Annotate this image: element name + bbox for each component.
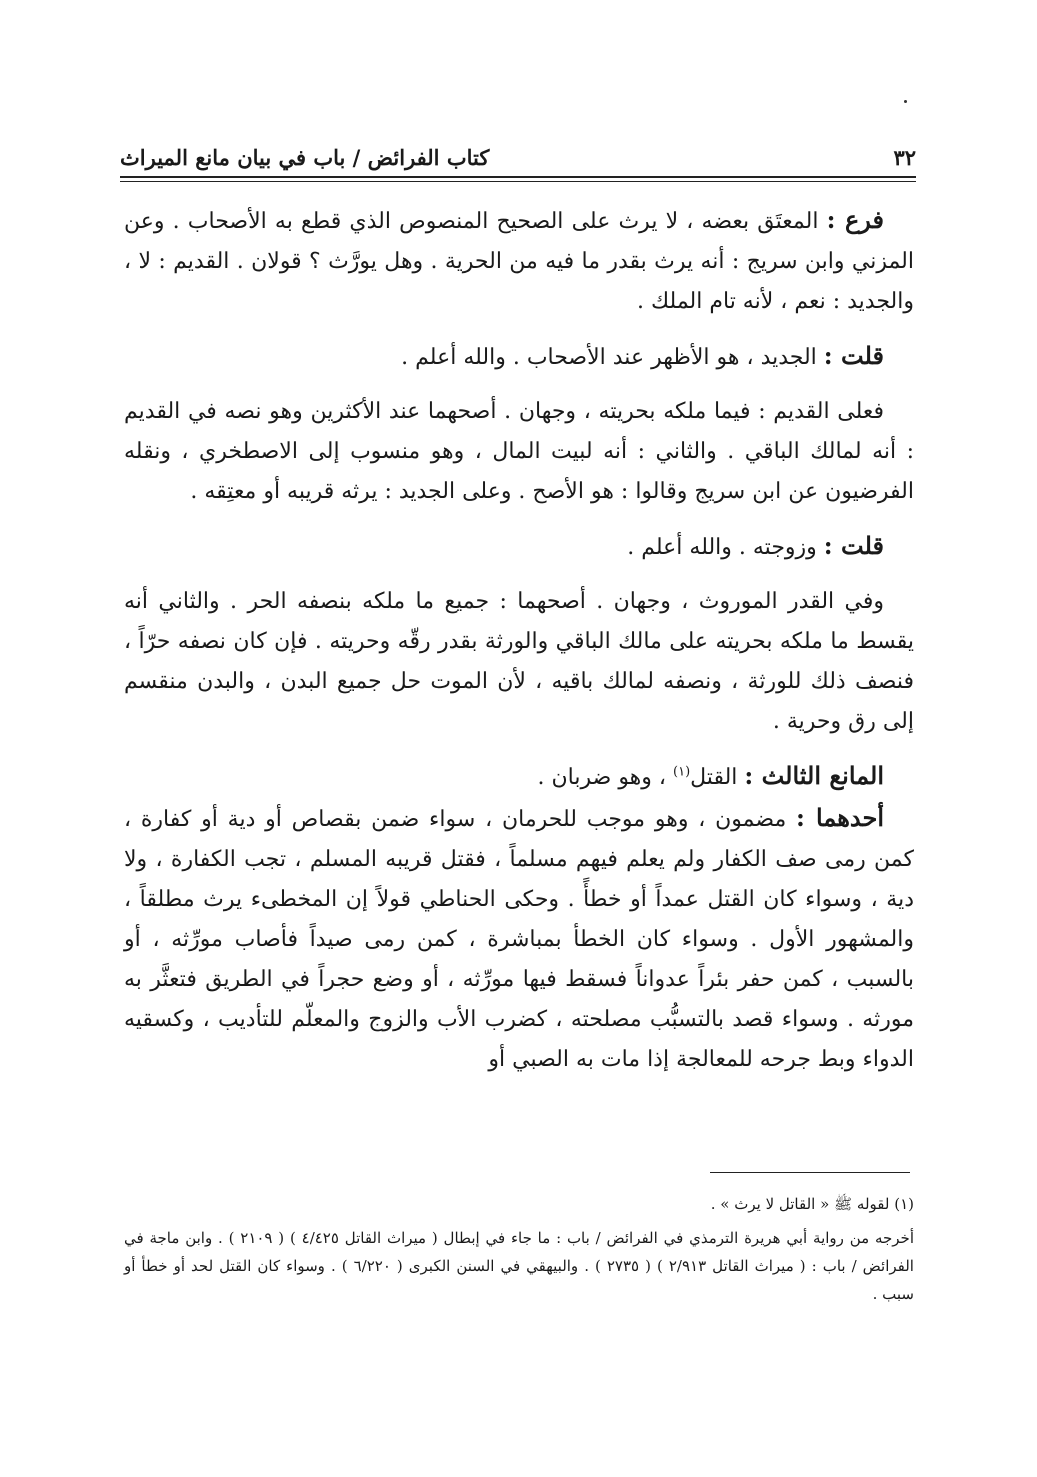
- paragraph-lead: قلت :: [823, 531, 884, 560]
- paragraph-ahaduhuma: [124, 798, 914, 1080]
- paragraph-lead: المانع الثالث :: [744, 761, 884, 790]
- page-header: [120, 130, 916, 170]
- paragraph-text: فعلى القديم : فيما ملكه بحريته ، وجهان . أصحهما عند الأكثرين وهو نصه في القديم : أنه لمالك الباقي . والثاني : أنه لبيت المال ، وهو منسوب إلى الاصطخري ، ونقله الفرضيون عن ابن سريج وقالوا : هو الأصح . وعلى الجديد : يرثه قريبه أو معتِقه .: [124, 399, 914, 504]
- paragraph-text: وزوجته . والله أعلم .: [627, 535, 824, 560]
- paragraph-mani-3: [124, 756, 914, 798]
- paragraph-text: الجديد ، هو الأظهر عند الأصحاب . والله أعلم .: [401, 345, 824, 370]
- paragraph-qadim: [124, 392, 914, 512]
- paragraph-text: القتل: [690, 765, 745, 790]
- paragraph-text: وفي القدر الموروث ، وجهان . أصحهما : جميع ما ملكه بنصفه الحر . والثاني أنه يقسط ما ملكه بحريته على مالك الباقي والورثة بقدر رقّه وحريته . فإن كان نصفه حرّاً ، فنصف ذلك للورثة ، ونصفه لمالك باقيه ، لأن الموت حل جميع البدن ، والبدن منقسم إلى رق وحرية .: [124, 589, 914, 734]
- paragraph-lead: قلت :: [823, 341, 884, 370]
- paragraph-far: [124, 200, 914, 322]
- paragraph-qadr: [124, 582, 914, 742]
- footnote-1: (١) لقوله ﷺ « القاتل لا يرث » .: [710, 1195, 914, 1213]
- footnote-ref[interactable]: (١): [673, 764, 691, 780]
- print-speck: [904, 100, 907, 103]
- running-title: كتاب الفرائض / باب في بيان مانع الميراث: [120, 145, 490, 170]
- paragraph-lead: فرع :: [826, 205, 885, 234]
- paragraph-qult-2: [124, 526, 914, 568]
- footnote-rule: [710, 1172, 910, 1173]
- paragraph-text: ، وهو ضربان .: [537, 765, 673, 790]
- paragraph-qult-1: [124, 336, 914, 378]
- footnote-1-source: أخرجه من رواية أبي هريرة الترمذي في الفرائض / باب : ما جاء في إبطال ( ميراث القاتل ٤/٤٢٥ ) ( ٢١٠٩ ) . وابن ماجة في الفرائض / باب : ( ميراث القاتل ٢/٩١٣ ) ( ٢٧٣٥ ) . والبيهقي في السنن الكبرى ( ٦/٢٢٠ ) . وسواء كان القتل لحد أو خطأ أو سبب .: [124, 1229, 915, 1303]
- paragraph-text: المعتَق بعضه ، لا يرث على الصحيح المنصوص الذي قطع به الأصحاب . وعن المزني وابن سريج : أنه يرث بقدر ما فيه من الحرية . وهل يورَّث ؟ قولان . القديم : لا ، والجديد : نعم ، لأنه تام الملك .: [124, 209, 914, 314]
- page-number: ٣٢: [893, 145, 916, 170]
- footnotes: [124, 1190, 914, 1314]
- header-rule: [120, 176, 916, 178]
- paragraph-lead: أحدهما :: [796, 803, 884, 832]
- main-text: [124, 200, 914, 1094]
- paragraph-text: مضمون ، وهو موجب للحرمان ، سواء ضمن بقصاص أو دية أو كفارة ، كمن رمى صف الكفار ولم يعلم فيهم مسلماً ، فقتل قريبه المسلم ، تجب الكفارة ، ولا دية ، وسواء كان القتل عمداً أو خطأً . وحكى الحناطي قولاً إن المخطىء يرث مطلقاً ، والمشهور الأول . وسواء كان الخطأ بمباشرة ، كمن رمى صيداً فأصاب مورِّثه ، أو بالسبب ، كمن حفر بئراً عدواناً فسقط فيها مورِّثه ، أو وضع حجراً في الطريق فتعثَّر به مورثه . وسواء قصد بالتسبُّب مصلحته ، كضرب الأب والزوج والمعلّم للتأديب ، وكسقيه الدواء وبط جرحه للمعالجة إذا مات به الصبي أو: [124, 807, 914, 1072]
